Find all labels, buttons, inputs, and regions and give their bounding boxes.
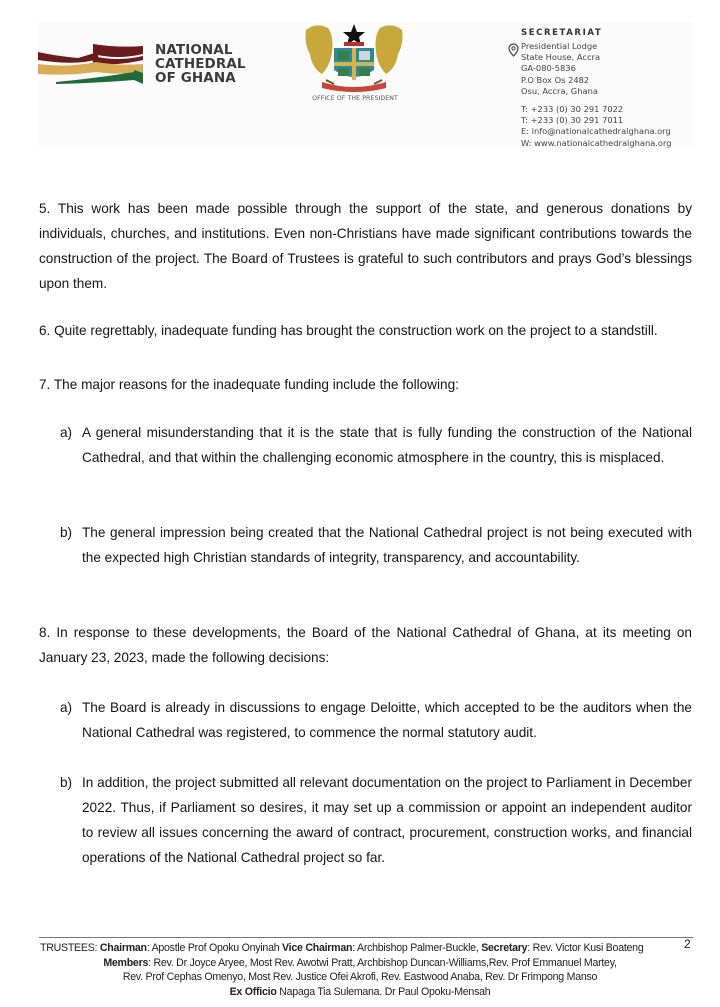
national-cathedral-logo-icon (38, 42, 153, 90)
list-text: The Board is already in discussions to engage Deloitte, which accepted to be the auditors when the National Cathedral was registered, to commence the normal statutory audit. (82, 700, 692, 740)
list-text: In addition, the project submitted all relevant documentation on the project to Parliament in December 2022. Thus, if Parliament so desires, it may set up a commission or appoint an independent auditor to review all issues concerning the award of contract, procurement, construction works, and financial operations of the National Cathedral project so far. (82, 775, 692, 865)
chairman-name: : Apostle Prof Opoku Onyinah (146, 942, 283, 954)
paragraph-5: 5. This work has been made possible through the support of the state, and generous donations by individuals, churches, and institutions. Even non-Christians have made significant contributions towards the construction of the project. The Board of Trustees is grateful to such contributors and prays God’s blessings upon them. (39, 201, 692, 291)
list-marker: a) (60, 425, 73, 440)
page-number: 2 (684, 937, 691, 951)
vice-chairman-label: Vice Chairman (282, 942, 353, 954)
list-text: The general impression being created that the National Cathedral project is not being executed with the expected high Christian standards of integrity, transparency, and accountability. (82, 525, 692, 565)
national-cathedral-wordmark (155, 43, 246, 85)
list-marker: b) (60, 775, 73, 790)
location-pin-icon (508, 43, 519, 57)
members-line-2: Rev. Prof Cephas Omenyo, Most Rev. Justice Ofei Akrofi, Rev. Eastwood Anaba, Rev. Dr Frimpong Manso (122, 971, 598, 984)
list-text: A general misunderstanding that it is the state that is fully funding the construction of the National Cathedral, and that within the challenging economic atmosphere in the country, this is misplaced. (82, 425, 692, 465)
secretariat-contacts (521, 104, 672, 149)
paragraph-7: 7. The major reasons for the inadequate funding include the following: (39, 377, 459, 392)
wordmark-line-2: CATHEDRAL (155, 56, 246, 72)
reason-item-b (60, 520, 692, 570)
address-line: GA-080-5836 (521, 63, 576, 74)
wordmark-line-3: OF GHANA (155, 70, 236, 86)
address-line: Osu, Accra, Ghana (521, 85, 598, 96)
list-marker: a) (60, 700, 73, 715)
decision-item-a (60, 695, 692, 745)
phone-2: T: +233 (0) 30 291 7011 (521, 115, 624, 126)
letterhead (0, 0, 720, 160)
website-link[interactable]: W: www.nationalcathedralghana.org (521, 137, 672, 148)
email-link[interactable]: E: info@nationalcathedralghana.org (521, 126, 671, 137)
footer-divider (39, 937, 693, 938)
paragraph-8: 8. In response to these developments, the Board of the National Cathedral of Ghana, at its meeting on January 23, 2023, made the following decisions: (39, 625, 692, 665)
trustees-label: TRUSTEES: (40, 942, 100, 954)
secretary-label: Secretary (481, 942, 528, 954)
trustees-officers-line (0, 941, 720, 956)
ghana-coat-of-arms-icon (302, 22, 406, 94)
address-line: State House, Accra (521, 52, 601, 63)
members-line-1 (0, 956, 720, 971)
secretariat-title: SECRETARIAT (521, 28, 603, 38)
secretary-name: : Rev. Victor Kusi Boateng (527, 942, 644, 954)
list-marker: b) (60, 525, 73, 540)
ex-officio-names: Napaga Tia Sulemana. Dr Paul Opoku-Mensah (276, 985, 491, 998)
members-label: Members (103, 956, 149, 969)
address-line: P.O Box Os 2482 (521, 74, 590, 85)
ex-officio-line (0, 985, 720, 1000)
phone-1: T: +233 (0) 30 291 7022 (521, 104, 624, 114)
secretariat-address (521, 41, 600, 97)
ex-officio-label: Ex Officio (229, 985, 277, 998)
wordmark-line-1: NATIONAL (155, 42, 233, 58)
paragraph-6: 6. Quite regrettably, inadequate funding has brought the construction work on the project to a standstill. (39, 323, 658, 338)
trustees-footer (0, 941, 720, 999)
coat-of-arms-caption: OFFICE OF THE PRESIDENT (312, 95, 398, 102)
chairman-label: Chairman (99, 942, 147, 954)
reason-item-a (60, 420, 692, 470)
decision-item-b (60, 770, 692, 870)
address-line: Presidential Lodge (521, 41, 598, 51)
vice-chairman-name: : Archbishop Palmer-Buckle, (352, 942, 482, 954)
members-names-1: : Rev. Dr Joyce Aryee, Most Rev. Awotwi Pratt, Archbishop Duncan-Williams,Rev. Prof Emmanuel Martey, (148, 956, 617, 969)
